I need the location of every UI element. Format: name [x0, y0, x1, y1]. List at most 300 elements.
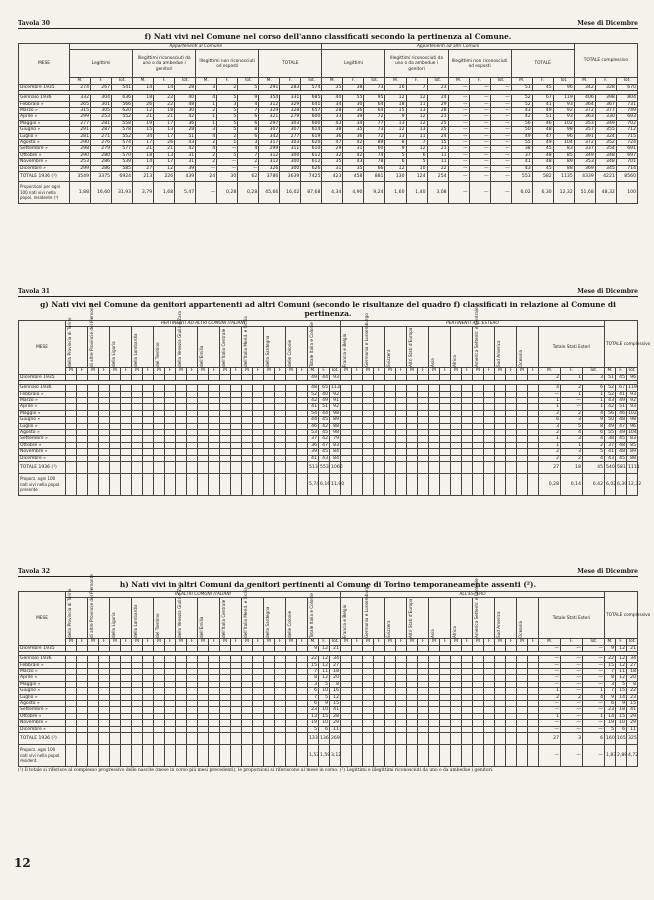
region-value-cell: [242, 474, 253, 496]
value-cell: 3549: [70, 172, 91, 182]
value-cell: —: [469, 165, 490, 171]
overall-total-cell: 2,89: [616, 745, 627, 767]
overall-total-cell: 12: [616, 645, 627, 651]
f-header: F: [143, 368, 154, 374]
estero-total-cell: —: [583, 675, 605, 681]
region-value-cell: [242, 462, 253, 474]
value-cell: 52: [511, 95, 532, 101]
value-cell: 21: [154, 114, 175, 120]
value-cell: 213: [133, 172, 154, 182]
value-cell: 578: [112, 127, 133, 133]
value-cell: 332: [70, 95, 91, 101]
value-cell: 12,32: [553, 182, 574, 204]
overall-total-cell: 9: [616, 701, 627, 707]
italia-total-cell: 5: [319, 681, 330, 687]
region-label: della Provincia di Torino: [67, 317, 72, 368]
value-cell: 265: [70, 101, 91, 107]
value-cell: —: [469, 140, 490, 146]
region-label: della Sardegna: [265, 335, 270, 368]
value-cell: 15: [385, 108, 406, 114]
value-cell: 27: [133, 165, 154, 171]
region-value-cell: [176, 733, 187, 745]
m-header: M: [451, 639, 462, 645]
italia-total-cell: 8: [330, 681, 341, 687]
value-cell: 16: [385, 84, 406, 90]
month-cell: TOTALE 1936 (¹): [19, 172, 70, 182]
estero-total-cell: 1: [583, 688, 605, 694]
region-value-cell: [253, 462, 264, 474]
value-cell: 92: [553, 108, 574, 114]
value-cell: 95: [364, 95, 385, 101]
region-header: [176, 311, 198, 368]
country-label: Asia: [430, 358, 435, 368]
italia-total-cell: 49: [319, 398, 330, 404]
value-cell: —: [490, 101, 511, 107]
estero-total-cell: 4: [539, 385, 561, 391]
value-cell: 1: [196, 120, 217, 126]
value-cell: 724: [616, 140, 637, 146]
value-cell: 731: [616, 101, 637, 107]
estero-total-cell: —: [583, 707, 605, 713]
region-value-cell: [297, 745, 308, 767]
country-label: Oceania: [518, 350, 523, 368]
value-cell: 30: [343, 101, 364, 107]
month-label: Mese di Dicembre: [577, 568, 638, 575]
value-cell: 301: [91, 101, 112, 107]
country-value-cell: [440, 462, 451, 474]
value-cell: 26: [154, 140, 175, 146]
estero-total-cell: 1: [561, 391, 583, 397]
value-cell: 36: [343, 133, 364, 139]
page-number: 12: [14, 856, 31, 870]
m-header: M: [264, 639, 275, 645]
italia-total-cell: 8: [308, 675, 319, 681]
value-cell: 17: [154, 159, 175, 165]
country-header: [385, 598, 407, 639]
value-cell: 12: [154, 165, 175, 171]
mft-header: Tot.: [331, 639, 339, 645]
value-cell: 51,68: [574, 182, 595, 204]
mft-header: F.: [343, 78, 364, 84]
value-cell: 13: [406, 108, 427, 114]
f-header: F: [440, 368, 451, 374]
country-header: [363, 584, 385, 639]
italia-total-cell: 42: [319, 423, 330, 429]
estero-total-cell: —: [561, 701, 583, 707]
value-cell: 6: [238, 120, 259, 126]
value-cell: 307: [280, 127, 301, 133]
value-cell: 119: [553, 95, 574, 101]
value-cell: 291: [259, 84, 280, 90]
country-value-cell: [396, 745, 407, 767]
value-cell: —: [217, 165, 238, 171]
f-header: F: [506, 368, 517, 374]
m-header: M: [517, 368, 528, 374]
overall-total-cell: 42: [605, 404, 616, 410]
mft-header: Tot.: [175, 78, 196, 84]
country-value-cell: [440, 745, 451, 767]
italia-total-cell: 29: [330, 720, 341, 726]
overall-total-cell: 41: [627, 707, 638, 713]
value-cell: 3: [196, 127, 217, 133]
italia-total-cell: 6: [308, 701, 319, 707]
month-cell: Luglio »: [19, 133, 70, 139]
region-value-cell: [99, 474, 110, 496]
value-cell: —: [469, 84, 490, 90]
f-header: F: [275, 639, 286, 645]
value-cell: 9: [385, 114, 406, 120]
f-header: F: [77, 368, 88, 374]
region-header: [286, 327, 308, 368]
overall-total-cell: 19: [605, 720, 616, 726]
value-cell: 38: [343, 84, 364, 90]
country-label: Francia e Belgio: [342, 605, 347, 639]
col-totale-italia: [308, 322, 341, 368]
estero-total-cell: 4: [583, 455, 605, 461]
italia-total-cell: 12: [330, 694, 341, 700]
region-value-cell: [165, 733, 176, 745]
value-cell: 85: [553, 152, 574, 158]
mft-header: Tot.: [301, 78, 322, 84]
value-cell: 73: [364, 84, 385, 90]
overall-total-cell: 104: [628, 430, 637, 436]
month-cell: Agosto »: [19, 430, 66, 436]
estero-total-cell: —: [561, 745, 583, 767]
region-label: della Venezia Giulia e Zara: [177, 582, 182, 639]
region-value-cell: [209, 733, 220, 745]
estero-total-cell: —: [561, 720, 583, 726]
value-cell: 5: [217, 95, 238, 101]
country-value-cell: [407, 462, 418, 474]
italia-total-cell: 10: [319, 720, 330, 726]
f-header: F: [143, 639, 154, 645]
mft-header: M.: [308, 639, 319, 645]
overall-total-cell: 1,83: [605, 745, 616, 767]
estero-total-cell: —: [583, 662, 605, 668]
month-cell: TOTALE 1936 (¹): [19, 733, 66, 745]
region-value-cell: [198, 745, 209, 767]
estero-total-cell: 27: [539, 462, 561, 474]
italia-total-cell: 16: [330, 688, 341, 694]
value-cell: 18: [385, 101, 406, 107]
overall-total-cell: 47: [616, 423, 627, 429]
m-header: M: [198, 639, 209, 645]
italia-total-cell: 7: [308, 669, 319, 675]
region-value-cell: [275, 733, 286, 745]
value-cell: 2: [217, 133, 238, 139]
mft-header: M.: [511, 78, 532, 84]
value-cell: 89: [553, 159, 574, 165]
estero-total-cell: —: [583, 726, 605, 732]
value-cell: 298: [70, 146, 91, 152]
overall-total-cell: 6: [616, 726, 627, 732]
mft-header: Tot.: [112, 78, 133, 84]
value-cell: 47: [532, 133, 553, 139]
mft-header: F.: [91, 78, 112, 84]
estero-total-cell: —: [561, 404, 583, 410]
estero-total-cell: —: [539, 662, 561, 668]
region-value-cell: [132, 745, 143, 767]
region-label: della Sardegna: [265, 606, 270, 639]
italia-total-cell: 269: [330, 733, 341, 745]
region-label: dell'Emilia: [199, 616, 204, 639]
overall-total-cell: 85: [627, 442, 638, 448]
region-label: della Liguria: [111, 341, 116, 368]
estero-total-cell: 3: [561, 417, 583, 423]
value-cell: 574: [301, 84, 322, 90]
value-cell: 15: [133, 127, 154, 133]
value-cell: 12: [406, 120, 427, 126]
value-cell: 7425: [301, 172, 322, 182]
value-cell: 712: [616, 127, 637, 133]
italia-total-cell: 11: [319, 669, 330, 675]
country-label: Svizzera: [386, 349, 391, 368]
value-cell: —: [448, 152, 469, 158]
region-value-cell: [165, 474, 176, 496]
overall-total-cell: 89: [627, 449, 638, 455]
value-cell: 372: [574, 108, 595, 114]
value-cell: 0,28: [238, 182, 259, 204]
value-cell: —: [490, 152, 511, 158]
region-value-cell: [264, 745, 275, 767]
value-cell: 40: [175, 95, 196, 101]
italia-total-cell: 23: [308, 707, 319, 713]
value-cell: 48: [175, 101, 196, 107]
value-cell: 78: [364, 159, 385, 165]
overall-total-cell: 15: [616, 713, 627, 719]
month-cell: Febbraio »: [19, 662, 66, 668]
overall-total-cell: 29: [627, 720, 638, 726]
overall-total-cell: 119: [628, 385, 637, 391]
f-header: F: [77, 639, 88, 645]
table-31-block: [18, 288, 651, 496]
m-header: M: [473, 368, 484, 374]
region-label: del Trentino: [155, 342, 160, 368]
region-value-cell: [297, 462, 308, 474]
italia-total-cell: 83: [330, 442, 341, 448]
value-cell: 612: [301, 159, 322, 165]
month-cell: Gennaio 1936: [19, 385, 66, 391]
m-header: M: [495, 639, 506, 645]
estero-total-cell: —: [539, 701, 561, 707]
country-header: [407, 598, 429, 639]
mft-header: F.: [469, 78, 490, 84]
mft-header: M.: [539, 639, 561, 645]
italia-total-cell: 88: [330, 423, 341, 429]
region-header: [88, 574, 110, 639]
month-cell: Gennaio 1936: [19, 656, 66, 662]
m-header: M: [451, 368, 462, 374]
region-header: [132, 598, 154, 639]
region-value-cell: [99, 733, 110, 745]
italia-total-cell: 15: [319, 713, 330, 719]
country-value-cell: [517, 474, 528, 496]
value-cell: —: [490, 108, 511, 114]
value-cell: 24: [427, 95, 448, 101]
value-cell: 96: [553, 133, 574, 139]
mft-header: M.: [539, 368, 561, 374]
value-cell: —: [469, 120, 490, 126]
country-header: [429, 598, 451, 639]
italia-total-cell: 46: [308, 423, 319, 429]
value-cell: 1,60: [385, 182, 406, 204]
region-value-cell: [187, 462, 198, 474]
value-cell: —: [469, 95, 490, 101]
value-cell: 552: [112, 133, 133, 139]
value-cell: 34: [343, 120, 364, 126]
estero-total-cell: 2: [583, 442, 605, 448]
overall-total-cell: 49: [605, 423, 616, 429]
value-cell: —: [196, 165, 217, 171]
overall-total-cell: 11: [627, 726, 638, 732]
m-header: M: [264, 368, 275, 374]
value-cell: 23: [427, 84, 448, 90]
region-header: [220, 598, 242, 639]
value-cell: —: [448, 95, 469, 101]
italia-total-cell: 6,16: [319, 474, 330, 496]
estero-total-cell: —: [561, 726, 583, 732]
italia-total-cell: 47: [319, 442, 330, 448]
m-header: M: [286, 368, 297, 374]
value-cell: 714: [616, 165, 637, 171]
value-cell: 345: [595, 165, 616, 171]
value-cell: 5: [217, 114, 238, 120]
country-value-cell: [352, 733, 363, 745]
value-cell: 43: [175, 140, 196, 146]
value-cell: —: [490, 114, 511, 120]
estero-total-cell: —: [539, 707, 561, 713]
value-cell: 354: [259, 95, 280, 101]
overall-total-cell: 102: [628, 410, 637, 416]
value-cell: 7: [406, 140, 427, 146]
country-label: Africa: [452, 355, 457, 368]
value-cell: 60: [364, 146, 385, 152]
region-label: dell'Italia Centrale: [221, 329, 226, 368]
value-cell: 277: [70, 120, 91, 126]
value-cell: 279: [91, 146, 112, 152]
overall-total-cell: 98: [627, 417, 638, 423]
mft-header: M.: [385, 78, 406, 84]
country-value-cell: [385, 474, 396, 496]
country-value-cell: [484, 733, 495, 745]
region-value-cell: [77, 745, 88, 767]
value-cell: 337: [574, 146, 595, 152]
italia-total-cell: 6: [319, 726, 330, 732]
italia-total-cell: 1,59: [319, 745, 330, 767]
value-cell: 2: [217, 84, 238, 90]
estero-total-cell: —: [561, 707, 583, 713]
region-value-cell: [286, 745, 297, 767]
group-italiani: IN ALTRI COMUNI ITALIANI: [66, 592, 341, 598]
region-header: [198, 598, 220, 639]
value-cell: —: [469, 108, 490, 114]
value-cell: 1: [196, 101, 217, 107]
estero-total-cell: —: [561, 688, 583, 694]
value-cell: 47: [322, 140, 343, 146]
value-cell: 28: [175, 127, 196, 133]
f-header: F: [484, 368, 495, 374]
m-header: M: [341, 368, 352, 374]
value-cell: 307: [259, 127, 280, 133]
value-cell: 612: [301, 152, 322, 158]
month-cell: Marzo »: [19, 669, 66, 675]
f-header: F: [253, 368, 264, 374]
overall-total-cell: 3: [605, 681, 616, 687]
value-cell: 600: [301, 114, 322, 120]
mft-header: F.: [154, 78, 175, 84]
region-value-cell: [77, 462, 88, 474]
month-cell: Settembre »: [19, 436, 66, 442]
overall-total-cell: 51: [605, 374, 616, 380]
region-value-cell: [264, 474, 275, 496]
overall-total-cell: 52: [605, 385, 616, 391]
value-cell: —: [448, 172, 469, 182]
value-cell: 299: [70, 114, 91, 120]
value-cell: 299: [70, 165, 91, 171]
value-cell: 39: [343, 114, 364, 120]
mft-header: Tot.: [238, 78, 259, 84]
value-cell: 283: [280, 84, 301, 90]
italia-total-cell: 10: [319, 688, 330, 694]
region-header: [66, 317, 88, 368]
country-value-cell: [396, 474, 407, 496]
mft-header: M.: [448, 78, 469, 84]
value-cell: 300: [280, 165, 301, 171]
italia-total-cell: 21: [330, 645, 341, 651]
value-cell: —: [469, 182, 490, 204]
value-cell: 12: [406, 114, 427, 120]
region-value-cell: [275, 745, 286, 767]
country-value-cell: [495, 474, 506, 496]
value-cell: 328: [595, 84, 616, 90]
estero-total-cell: 27: [539, 733, 561, 745]
value-cell: 16,60: [91, 182, 112, 204]
section-title: f) Nati vivi nel Comune nel corso dell'anno classificati secondo la pertinenza al Comune.: [144, 32, 512, 41]
country-header: [473, 307, 495, 368]
italia-total-cell: 92: [330, 391, 341, 397]
region-value-cell: [143, 745, 154, 767]
mft-header: F.: [532, 78, 553, 84]
region-value-cell: [297, 733, 308, 745]
overall-total-cell: 18: [627, 669, 638, 675]
overall-total-cell: 48: [616, 442, 627, 448]
value-cell: 691: [616, 146, 637, 152]
overall-total-cell: 96: [627, 374, 638, 380]
country-value-cell: [418, 745, 429, 767]
italia-total-cell: 15: [308, 662, 319, 668]
region-value-cell: [143, 733, 154, 745]
value-cell: 558: [112, 120, 133, 126]
value-cell: 13: [154, 127, 175, 133]
mft-header: Tot.: [628, 368, 636, 374]
value-cell: —: [490, 146, 511, 152]
month-cell: Luglio »: [19, 423, 66, 429]
country-header: [407, 327, 429, 368]
region-header: [88, 303, 110, 368]
region-value-cell: [110, 733, 121, 745]
m-header: M: [66, 639, 77, 645]
country-value-cell: [495, 462, 506, 474]
month-cell: Giugno »: [19, 417, 66, 423]
overall-total-cell: 50: [605, 417, 616, 423]
region-value-cell: [176, 474, 187, 496]
value-cell: 13: [385, 133, 406, 139]
proportion-row: [19, 745, 638, 767]
value-cell: 10: [406, 165, 427, 171]
estero-total-cell: 1: [583, 404, 605, 410]
italia-total-cell: 93: [330, 374, 341, 380]
value-cell: —: [469, 152, 490, 158]
